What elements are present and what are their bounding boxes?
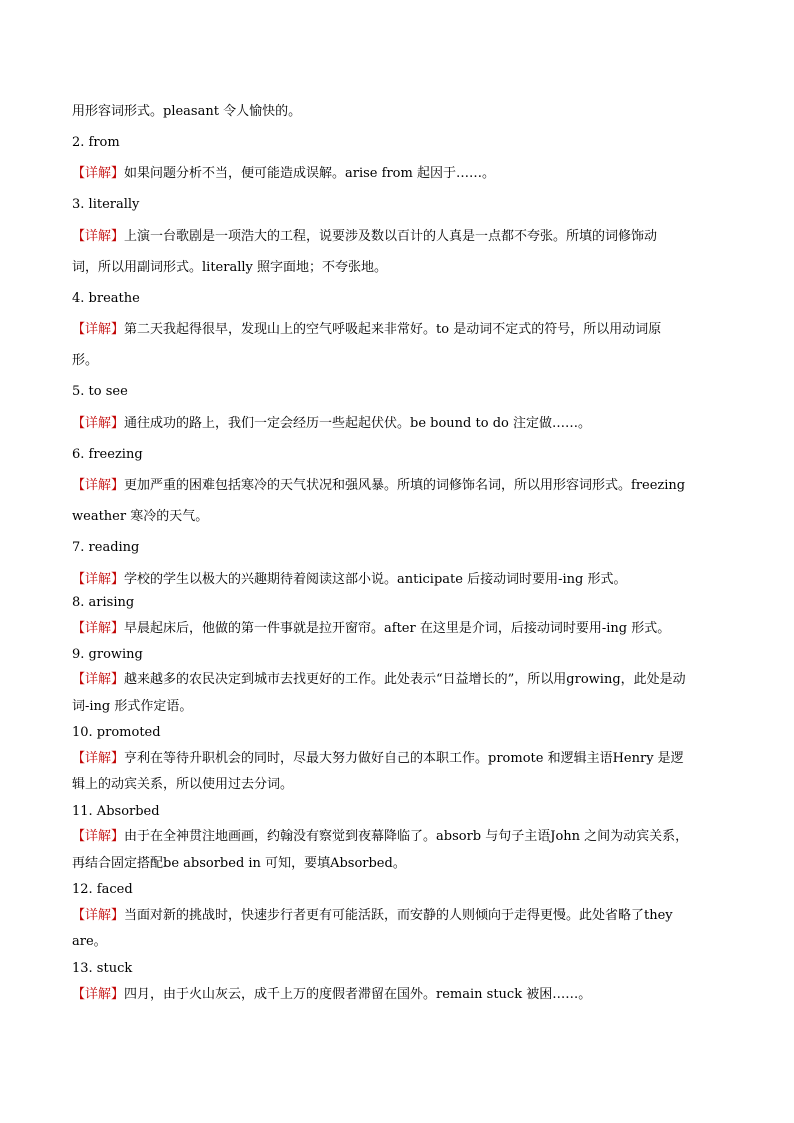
detail-12-line-1: 【详解】当面对新的挑战时，快速步行者更有可能活跃，而安静的人则倾向于走得更慢。此处省略了they (72, 908, 673, 923)
detail-10-line-2: 辑上的动宾关系，所以使用过去分词。 (72, 777, 294, 792)
detail-tag: 【详解】 (72, 416, 125, 431)
answer-6: 6. freezing (72, 447, 143, 462)
detail-tag: 【详解】 (72, 572, 125, 587)
detail-tag: 【详解】 (72, 322, 125, 337)
detail-tag: 【详解】 (72, 908, 125, 923)
answer-11: 11. Absorbed (72, 804, 160, 819)
detail-4-line-2: 形。 (72, 353, 99, 368)
answer-5: 5. to see (72, 384, 128, 399)
answer-12: 12. faced (72, 882, 133, 897)
answer-8: 8. arising (72, 595, 135, 610)
intro-line: 用形容词形式。pleasant 令人愉快的。 (72, 104, 302, 119)
answer-3: 3. literally (72, 197, 140, 212)
detail-tag: 【详解】 (72, 829, 125, 844)
detail-tag: 【详解】 (72, 987, 125, 1002)
detail-11-line-2: 再结合固定搭配be absorbed in 可知，要填Absorbed。 (72, 856, 406, 871)
detail-12-line-2: are。 (72, 934, 107, 949)
detail-tag: 【详解】 (72, 672, 125, 687)
answer-13: 13. stuck (72, 961, 133, 976)
detail-9-line-2: 词-ing 形式作定语。 (72, 699, 193, 714)
detail-4-line-1: 【详解】第二天我起得很早，发现山上的空气呼吸起来非常好。to 是动词不定式的符号，所以用动词原 (72, 322, 662, 337)
detail-2-line-1: 【详解】如果问题分析不当，便可能造成误解。arise from 起因于……。 (72, 166, 495, 181)
detail-tag: 【详解】 (72, 621, 125, 636)
detail-3-line-2: 词，所以用副词形式。literally 照字面地；不夸张地。 (72, 260, 387, 275)
detail-tag: 【详解】 (72, 751, 125, 766)
detail-6-line-2: weather 寒冷的天气。 (72, 509, 209, 524)
detail-8-line-1: 【详解】早晨起床后，他做的第一件事就是拉开窗帘。after 在这里是介词，后接动词时要用-ing 形式。 (72, 621, 671, 636)
answer-9: 9. growing (72, 647, 143, 662)
answer-2: 2. from (72, 135, 120, 150)
detail-5-line-1: 【详解】通往成功的路上，我们一定会经历一些起起伏伏。be bound to do 注定做……。 (72, 416, 591, 431)
detail-11-line-1: 【详解】由于在全神贯注地画画，约翰没有察觉到夜幕降临了。absorb 与句子主语John 之间为动宾关系， (72, 829, 689, 844)
answer-10: 10. promoted (72, 725, 161, 740)
detail-tag: 【详解】 (72, 478, 125, 493)
detail-3-line-1: 【详解】上演一台歌剧是一项浩大的工程，说要涉及数以百计的人真是一点都不夸张。所填的词修饰动 (72, 229, 658, 244)
detail-tag: 【详解】 (72, 166, 125, 181)
detail-tag: 【详解】 (72, 229, 125, 244)
detail-7-line-1: 【详解】学校的学生以极大的兴趣期待着阅读这部小说。anticipate 后接动词时要用-ing 形式。 (72, 572, 627, 587)
detail-9-line-1: 【详解】越来越多的农民决定到城市去找更好的工作。此处表示“日益增长的”，所以用growing，此处是动 (72, 672, 686, 687)
detail-13-line-1: 【详解】四月，由于火山灰云，成千上万的度假者滞留在国外。remain stuck 被困……。 (72, 987, 592, 1002)
answer-7: 7. reading (72, 540, 140, 555)
detail-10-line-1: 【详解】亨利在等待升职机会的同时，尽最大努力做好自己的本职工作。promote 和逻辑主语Henry 是逻 (72, 751, 684, 766)
answer-4: 4. breathe (72, 291, 140, 306)
detail-6-line-1: 【详解】更加严重的困难包括寒冷的天气状况和强风暴。所填的词修饰名词，所以用形容词形式。freezing (72, 478, 686, 493)
